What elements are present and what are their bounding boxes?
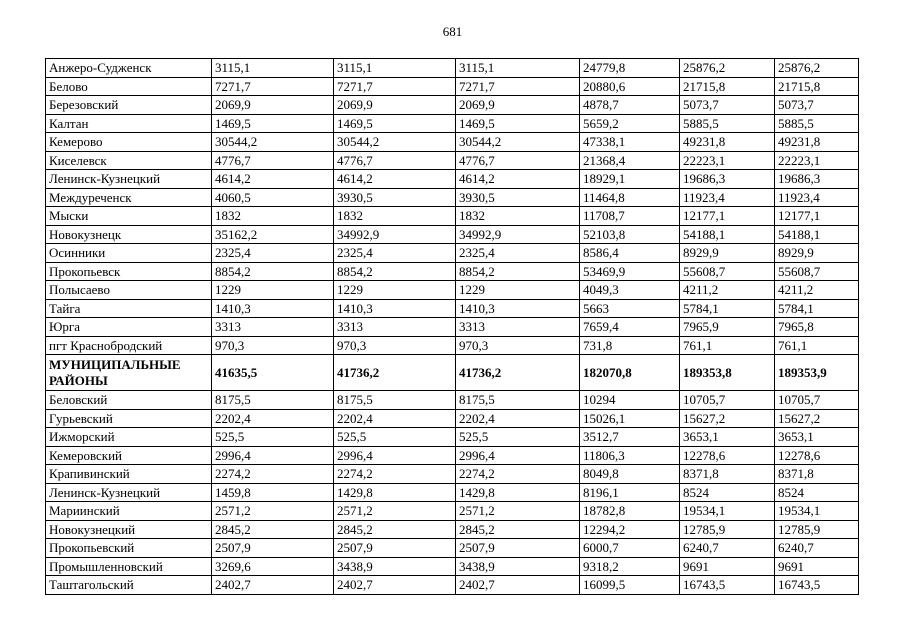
row-name-cell: Мыски bbox=[46, 207, 212, 226]
value-cell: 12177,1 bbox=[680, 207, 775, 226]
value-cell: 52103,8 bbox=[580, 225, 680, 244]
value-cell: 34992,9 bbox=[334, 225, 456, 244]
table-row bbox=[46, 557, 859, 576]
value-cell: 8196,1 bbox=[580, 483, 680, 502]
value-cell: 2069,9 bbox=[456, 96, 580, 115]
value-cell: 30544,2 bbox=[212, 133, 334, 152]
value-cell: 2845,2 bbox=[334, 520, 456, 539]
value-cell: 6240,7 bbox=[775, 539, 859, 558]
value-cell: 970,3 bbox=[334, 336, 456, 355]
value-cell: 11464,8 bbox=[580, 188, 680, 207]
value-cell: 1469,5 bbox=[456, 114, 580, 133]
value-cell: 8854,2 bbox=[212, 262, 334, 281]
value-cell: 11923,4 bbox=[775, 188, 859, 207]
value-cell: 7271,7 bbox=[212, 77, 334, 96]
value-cell: 2274,2 bbox=[334, 465, 456, 484]
value-cell: 49231,8 bbox=[775, 133, 859, 152]
table-row bbox=[46, 355, 859, 391]
table-row bbox=[46, 576, 859, 595]
value-cell: 54188,1 bbox=[775, 225, 859, 244]
value-cell: 2402,7 bbox=[212, 576, 334, 595]
value-cell: 189353,8 bbox=[680, 355, 775, 391]
value-cell: 41736,2 bbox=[334, 355, 456, 391]
value-cell: 3438,9 bbox=[456, 557, 580, 576]
value-cell: 8049,8 bbox=[580, 465, 680, 484]
value-cell: 2069,9 bbox=[334, 96, 456, 115]
value-cell: 4614,2 bbox=[334, 170, 456, 189]
value-cell: 761,1 bbox=[775, 336, 859, 355]
value-cell: 10705,7 bbox=[775, 391, 859, 410]
value-cell: 2845,2 bbox=[456, 520, 580, 539]
value-cell: 1469,5 bbox=[212, 114, 334, 133]
value-cell: 2507,9 bbox=[212, 539, 334, 558]
value-cell: 8175,5 bbox=[456, 391, 580, 410]
value-cell: 21368,4 bbox=[580, 151, 680, 170]
value-cell: 1429,8 bbox=[334, 483, 456, 502]
value-cell: 525,5 bbox=[334, 428, 456, 447]
value-cell: 2274,2 bbox=[212, 465, 334, 484]
value-cell: 53469,9 bbox=[580, 262, 680, 281]
value-cell: 8524 bbox=[680, 483, 775, 502]
value-cell: 11923,4 bbox=[680, 188, 775, 207]
row-name-cell: Белово bbox=[46, 77, 212, 96]
row-name-cell: Анжеро-Судженск bbox=[46, 59, 212, 78]
table-row bbox=[46, 318, 859, 337]
value-cell: 9691 bbox=[775, 557, 859, 576]
table-row bbox=[46, 409, 859, 428]
row-name-cell: Полысаево bbox=[46, 281, 212, 300]
table-row bbox=[46, 446, 859, 465]
value-cell: 19686,3 bbox=[775, 170, 859, 189]
value-cell: 8175,5 bbox=[212, 391, 334, 410]
value-cell: 2845,2 bbox=[212, 520, 334, 539]
value-cell: 5784,1 bbox=[775, 299, 859, 318]
value-cell: 7271,7 bbox=[456, 77, 580, 96]
value-cell: 3512,7 bbox=[580, 428, 680, 447]
value-cell: 4211,2 bbox=[680, 281, 775, 300]
value-cell: 2325,4 bbox=[456, 244, 580, 263]
value-cell: 3115,1 bbox=[212, 59, 334, 78]
value-cell: 11806,3 bbox=[580, 446, 680, 465]
row-name-cell: Ленинск-Кузнецкий bbox=[46, 483, 212, 502]
value-cell: 10705,7 bbox=[680, 391, 775, 410]
value-cell: 3313 bbox=[212, 318, 334, 337]
value-cell: 970,3 bbox=[212, 336, 334, 355]
value-cell: 19534,1 bbox=[775, 502, 859, 521]
value-cell: 4211,2 bbox=[775, 281, 859, 300]
table-row bbox=[46, 465, 859, 484]
table-row bbox=[46, 114, 859, 133]
value-cell: 4614,2 bbox=[212, 170, 334, 189]
table-row bbox=[46, 96, 859, 115]
value-cell: 8175,5 bbox=[334, 391, 456, 410]
table-row bbox=[46, 520, 859, 539]
table-row bbox=[46, 483, 859, 502]
value-cell: 1469,5 bbox=[334, 114, 456, 133]
value-cell: 3438,9 bbox=[334, 557, 456, 576]
value-cell: 970,3 bbox=[456, 336, 580, 355]
row-name-cell: Ижморский bbox=[46, 428, 212, 447]
value-cell: 25876,2 bbox=[775, 59, 859, 78]
value-cell: 30544,2 bbox=[456, 133, 580, 152]
value-cell: 1459,8 bbox=[212, 483, 334, 502]
value-cell: 19534,1 bbox=[680, 502, 775, 521]
value-cell: 55608,7 bbox=[775, 262, 859, 281]
value-cell: 15627,2 bbox=[775, 409, 859, 428]
value-cell: 3269,6 bbox=[212, 557, 334, 576]
value-cell: 1410,3 bbox=[456, 299, 580, 318]
value-cell: 761,1 bbox=[680, 336, 775, 355]
row-name-cell: Ленинск-Кузнецкий bbox=[46, 170, 212, 189]
value-cell: 3930,5 bbox=[456, 188, 580, 207]
value-cell: 12785,9 bbox=[775, 520, 859, 539]
value-cell: 3653,1 bbox=[680, 428, 775, 447]
row-name-cell: МУНИЦИПАЛЬНЫЕ РАЙОНЫ bbox=[46, 355, 212, 391]
row-name-cell: Крапивинский bbox=[46, 465, 212, 484]
value-cell: 7271,7 bbox=[334, 77, 456, 96]
table-row bbox=[46, 59, 859, 78]
row-name-cell: Прокопьевский bbox=[46, 539, 212, 558]
value-cell: 1229 bbox=[212, 281, 334, 300]
value-cell: 525,5 bbox=[456, 428, 580, 447]
value-cell: 5784,1 bbox=[680, 299, 775, 318]
value-cell: 6240,7 bbox=[680, 539, 775, 558]
value-cell: 2069,9 bbox=[212, 96, 334, 115]
value-cell: 3313 bbox=[334, 318, 456, 337]
value-cell: 1229 bbox=[456, 281, 580, 300]
value-cell: 12177,1 bbox=[775, 207, 859, 226]
value-cell: 7965,9 bbox=[680, 318, 775, 337]
value-cell: 2571,2 bbox=[456, 502, 580, 521]
value-cell: 10294 bbox=[580, 391, 680, 410]
value-cell: 12294,2 bbox=[580, 520, 680, 539]
value-cell: 7965,8 bbox=[775, 318, 859, 337]
table-row bbox=[46, 391, 859, 410]
table-row bbox=[46, 428, 859, 447]
value-cell: 2996,4 bbox=[334, 446, 456, 465]
value-cell: 4878,7 bbox=[580, 96, 680, 115]
table-row bbox=[46, 502, 859, 521]
value-cell: 49231,8 bbox=[680, 133, 775, 152]
value-cell: 4614,2 bbox=[456, 170, 580, 189]
value-cell: 2325,4 bbox=[212, 244, 334, 263]
value-cell: 1410,3 bbox=[334, 299, 456, 318]
row-name-cell: Кемерово bbox=[46, 133, 212, 152]
value-cell: 18782,8 bbox=[580, 502, 680, 521]
value-cell: 15026,1 bbox=[580, 409, 680, 428]
value-cell: 1429,8 bbox=[456, 483, 580, 502]
value-cell: 2507,9 bbox=[456, 539, 580, 558]
value-cell: 4776,7 bbox=[456, 151, 580, 170]
value-cell: 16099,5 bbox=[580, 576, 680, 595]
value-cell: 2325,4 bbox=[334, 244, 456, 263]
table-row bbox=[46, 336, 859, 355]
value-cell: 41635,5 bbox=[212, 355, 334, 391]
value-cell: 12278,6 bbox=[775, 446, 859, 465]
value-cell: 8854,2 bbox=[334, 262, 456, 281]
value-cell: 4776,7 bbox=[212, 151, 334, 170]
row-name-cell: Мариинский bbox=[46, 502, 212, 521]
value-cell: 30544,2 bbox=[334, 133, 456, 152]
value-cell: 8524 bbox=[775, 483, 859, 502]
table-row bbox=[46, 299, 859, 318]
value-cell: 21715,8 bbox=[680, 77, 775, 96]
value-cell: 2996,4 bbox=[212, 446, 334, 465]
value-cell: 22223,1 bbox=[775, 151, 859, 170]
row-name-cell: Киселевск bbox=[46, 151, 212, 170]
value-cell: 41736,2 bbox=[456, 355, 580, 391]
value-cell: 5885,5 bbox=[680, 114, 775, 133]
value-cell: 9691 bbox=[680, 557, 775, 576]
value-cell: 2507,9 bbox=[334, 539, 456, 558]
table-row bbox=[46, 281, 859, 300]
table-body bbox=[46, 59, 859, 595]
value-cell: 2571,2 bbox=[212, 502, 334, 521]
page-number: 681 bbox=[442, 24, 463, 39]
value-cell: 7659,4 bbox=[580, 318, 680, 337]
row-name-cell: Осинники bbox=[46, 244, 212, 263]
value-cell: 9318,2 bbox=[580, 557, 680, 576]
value-cell: 1832 bbox=[212, 207, 334, 226]
value-cell: 2402,7 bbox=[334, 576, 456, 595]
value-cell: 11708,7 bbox=[580, 207, 680, 226]
value-cell: 35162,2 bbox=[212, 225, 334, 244]
value-cell: 18929,1 bbox=[580, 170, 680, 189]
row-name-cell: Междуреченск bbox=[46, 188, 212, 207]
value-cell: 15627,2 bbox=[680, 409, 775, 428]
row-name-cell: Юрга bbox=[46, 318, 212, 337]
value-cell: 3313 bbox=[456, 318, 580, 337]
row-name-cell: Беловский bbox=[46, 391, 212, 410]
value-cell: 731,8 bbox=[580, 336, 680, 355]
value-cell: 8371,8 bbox=[775, 465, 859, 484]
row-name-cell: Промышленновский bbox=[46, 557, 212, 576]
table-row bbox=[46, 151, 859, 170]
row-name-cell: Новокузнецкий bbox=[46, 520, 212, 539]
value-cell: 5073,7 bbox=[680, 96, 775, 115]
row-name-cell: Новокузнецк bbox=[46, 225, 212, 244]
value-cell: 19686,3 bbox=[680, 170, 775, 189]
value-cell: 25876,2 bbox=[680, 59, 775, 78]
value-cell: 34992,9 bbox=[456, 225, 580, 244]
value-cell: 3115,1 bbox=[456, 59, 580, 78]
row-name-cell: Тайга bbox=[46, 299, 212, 318]
table-row bbox=[46, 77, 859, 96]
value-cell: 189353,9 bbox=[775, 355, 859, 391]
value-cell: 5073,7 bbox=[775, 96, 859, 115]
value-cell: 47338,1 bbox=[580, 133, 680, 152]
value-cell: 2202,4 bbox=[334, 409, 456, 428]
value-cell: 8371,8 bbox=[680, 465, 775, 484]
value-cell: 1832 bbox=[456, 207, 580, 226]
value-cell: 2571,2 bbox=[334, 502, 456, 521]
value-cell: 3653,1 bbox=[775, 428, 859, 447]
value-cell: 1410,3 bbox=[212, 299, 334, 318]
value-cell: 12278,6 bbox=[680, 446, 775, 465]
value-cell: 1229 bbox=[334, 281, 456, 300]
value-cell: 12785,9 bbox=[680, 520, 775, 539]
value-cell: 54188,1 bbox=[680, 225, 775, 244]
row-name-cell: Гурьевский bbox=[46, 409, 212, 428]
value-cell: 8929,9 bbox=[680, 244, 775, 263]
value-cell: 2402,7 bbox=[456, 576, 580, 595]
table-row bbox=[46, 133, 859, 152]
value-cell: 16743,5 bbox=[680, 576, 775, 595]
row-name-cell: Кемеровский bbox=[46, 446, 212, 465]
row-name-cell: Прокопьевск bbox=[46, 262, 212, 281]
value-cell: 3115,1 bbox=[334, 59, 456, 78]
value-cell: 5659,2 bbox=[580, 114, 680, 133]
value-cell: 182070,8 bbox=[580, 355, 680, 391]
value-cell: 6000,7 bbox=[580, 539, 680, 558]
value-cell: 2202,4 bbox=[212, 409, 334, 428]
row-name-cell: Березовский bbox=[46, 96, 212, 115]
value-cell: 4049,3 bbox=[580, 281, 680, 300]
row-name-cell: Таштагольский bbox=[46, 576, 212, 595]
value-cell: 1832 bbox=[334, 207, 456, 226]
table-row bbox=[46, 225, 859, 244]
value-cell: 21715,8 bbox=[775, 77, 859, 96]
table-row bbox=[46, 262, 859, 281]
table-row bbox=[46, 244, 859, 263]
value-cell: 4776,7 bbox=[334, 151, 456, 170]
value-cell: 2202,4 bbox=[456, 409, 580, 428]
value-cell: 22223,1 bbox=[680, 151, 775, 170]
value-cell: 8586,4 bbox=[580, 244, 680, 263]
table-row bbox=[46, 188, 859, 207]
table-row bbox=[46, 539, 859, 558]
value-cell: 4060,5 bbox=[212, 188, 334, 207]
row-name-cell: пгт Краснобродский bbox=[46, 336, 212, 355]
value-cell: 8854,2 bbox=[456, 262, 580, 281]
value-cell: 525,5 bbox=[212, 428, 334, 447]
table-row bbox=[46, 170, 859, 189]
row-name-cell: Калтан bbox=[46, 114, 212, 133]
budget-table bbox=[45, 58, 859, 595]
value-cell: 16743,5 bbox=[775, 576, 859, 595]
value-cell: 5663 bbox=[580, 299, 680, 318]
value-cell: 2996,4 bbox=[456, 446, 580, 465]
value-cell: 3930,5 bbox=[334, 188, 456, 207]
value-cell: 5885,5 bbox=[775, 114, 859, 133]
value-cell: 24779,8 bbox=[580, 59, 680, 78]
value-cell: 55608,7 bbox=[680, 262, 775, 281]
table-row bbox=[46, 207, 859, 226]
value-cell: 2274,2 bbox=[456, 465, 580, 484]
value-cell: 8929,9 bbox=[775, 244, 859, 263]
value-cell: 20880,6 bbox=[580, 77, 680, 96]
